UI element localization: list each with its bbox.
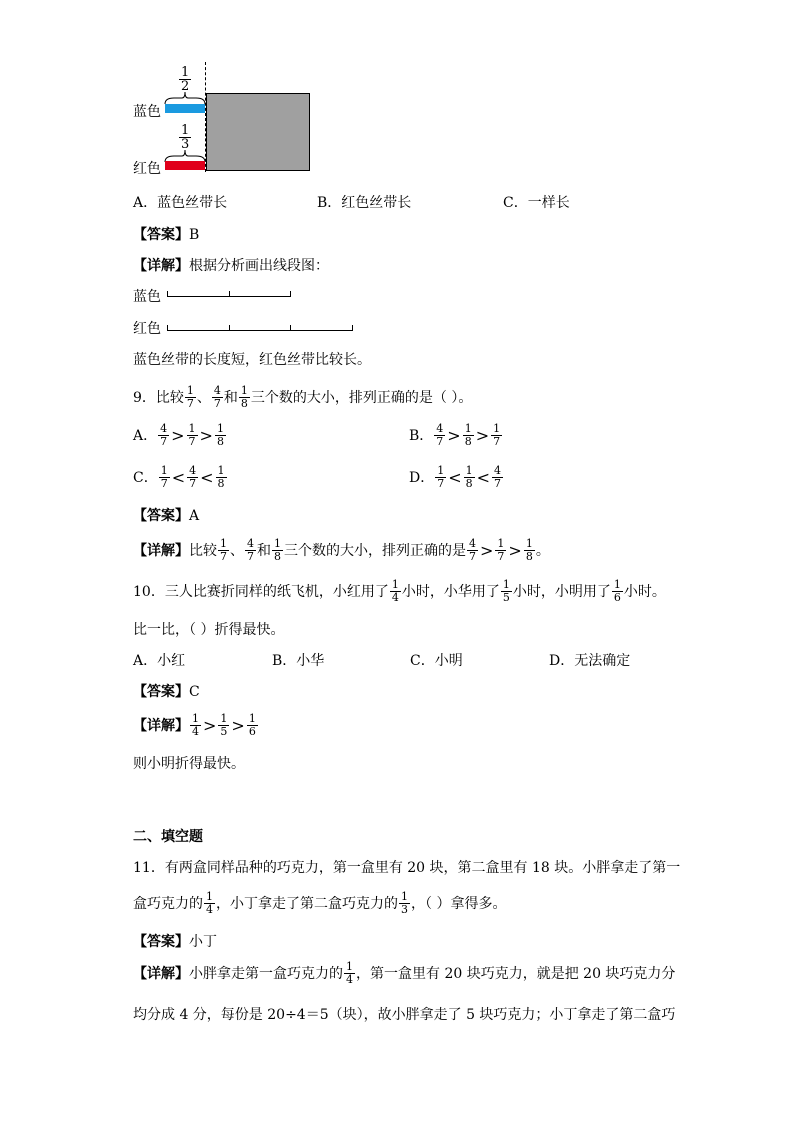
fraction	[212, 385, 223, 410]
q9-suffix: 三个数的大小，排列正确的是（ ）。	[250, 390, 473, 406]
detail-label: 【详解】	[133, 966, 189, 982]
blue-fraction-num: 1	[181, 65, 190, 80]
fraction	[463, 423, 474, 448]
numerator: 4	[436, 421, 444, 435]
fraction	[190, 713, 201, 738]
blue-tick	[229, 291, 230, 297]
q9-prefix: 9．比较	[133, 390, 184, 406]
detail-text: 比较	[189, 543, 217, 559]
fraction	[467, 538, 478, 563]
denominator: 3	[401, 902, 408, 916]
red-tick	[352, 325, 353, 331]
q10-conclusion: 则小明折得最快。	[133, 756, 245, 772]
numerator: 4	[494, 463, 502, 477]
red-fraction-num: 1	[181, 123, 190, 138]
fraction	[612, 579, 623, 604]
numerator: 1	[437, 463, 445, 477]
denominator: 7	[213, 396, 221, 410]
q10-text: 小时。	[623, 584, 666, 600]
q11-text: ，小丁拿走了第二盒巧克力的	[216, 896, 398, 912]
detail-text: 。	[535, 543, 550, 559]
fraction	[216, 465, 227, 490]
fraction	[272, 538, 283, 563]
numerator: 1	[216, 421, 224, 435]
compare-symbol: >	[203, 715, 217, 735]
red-fraction	[179, 124, 191, 151]
option-label: B．	[409, 428, 434, 444]
detail-label: 【详解】	[133, 543, 189, 559]
numerator: 1	[401, 889, 408, 903]
answer-label: 【答案】	[133, 508, 189, 524]
denominator: 8	[464, 434, 472, 448]
q11-detail-line2: 均分成 4 分，每份是 20÷4＝5（块），故小胖拿走了 5 块巧克力；小丁拿走了第二盒巧	[133, 1007, 676, 1023]
fraction	[218, 713, 229, 738]
numerator: 1	[217, 463, 225, 477]
denominator: 6	[248, 724, 256, 738]
numerator: 1	[613, 577, 621, 591]
q10-text: 小时，小华用了	[401, 584, 500, 600]
compare-symbol: >	[447, 425, 461, 445]
numerator: 1	[188, 421, 196, 435]
denominator: 4	[346, 972, 353, 986]
denominator: 7	[494, 476, 502, 490]
denominator: 8	[465, 476, 473, 490]
denominator: 7	[188, 434, 196, 448]
detail-label: 【详解】	[133, 718, 189, 734]
denominator: 7	[247, 549, 254, 563]
q9-option-c	[133, 462, 228, 492]
q8-conclusion: 蓝色丝带的长度短，红色丝带比较长。	[133, 352, 371, 368]
fraction	[399, 891, 410, 916]
compare-symbol: >	[199, 425, 213, 445]
q9-stem	[133, 382, 472, 412]
fraction	[187, 465, 198, 490]
answer-label: 【答案】	[133, 934, 189, 950]
compare-symbol: <	[476, 467, 491, 487]
compare-symbol: <	[171, 467, 186, 487]
fraction	[245, 538, 256, 563]
q9-sep2: 和	[223, 390, 238, 406]
q10-detail	[133, 710, 259, 740]
detail-sep: 和	[257, 543, 271, 559]
detail-text: ，第一盒里有 20 块巧克力，就是把 20 块巧克力分	[356, 966, 676, 982]
q11-text: ，（ ）拿得多。	[411, 896, 507, 912]
denominator: 5	[220, 724, 228, 738]
numerator: 1	[186, 383, 194, 397]
numerator: 1	[206, 889, 213, 903]
blue-tick	[290, 291, 291, 297]
q9-option-a	[133, 420, 227, 450]
q10-stem-line2: 比一比，（ ）折得最快。	[133, 622, 285, 638]
q11-detail-line1	[133, 958, 675, 988]
numerator: 1	[192, 711, 199, 725]
fraction	[435, 465, 446, 490]
numerator: 1	[248, 711, 256, 725]
compare-symbol: >	[171, 425, 185, 445]
option-label: A．	[133, 428, 158, 444]
denominator: 4	[192, 724, 199, 738]
numerator: 1	[220, 711, 228, 725]
q9-option-d	[409, 462, 504, 492]
option-label: D．	[409, 470, 435, 486]
red-segment-line	[167, 330, 353, 331]
denominator: 8	[525, 549, 533, 563]
fraction	[187, 423, 198, 448]
numerator: 1	[346, 959, 353, 973]
denominator: 8	[216, 434, 224, 448]
compare-symbol: >	[508, 540, 522, 560]
detail-text: 小胖拿走第一盒巧克力的	[189, 966, 343, 982]
blue-tick	[167, 291, 168, 297]
q11-text: 盒巧克力的	[133, 896, 203, 912]
detail-sep: 、	[230, 543, 244, 559]
fraction	[464, 465, 475, 490]
seg-red-label: 红色	[133, 321, 161, 337]
denominator: 7	[437, 476, 445, 490]
denominator: 7	[436, 434, 444, 448]
answer-value: B	[189, 227, 200, 243]
numerator: 1	[525, 536, 533, 550]
denominator: 7	[186, 396, 194, 410]
answer-label: 【答案】	[133, 684, 189, 700]
q8-option-a: A．蓝色丝带长	[133, 195, 228, 211]
q8-detail	[133, 255, 329, 275]
numerator: 1	[391, 577, 399, 591]
fraction	[491, 423, 502, 448]
q10-option-d: D．无法确定	[549, 653, 631, 669]
compare-symbol: >	[475, 425, 490, 445]
compare-symbol: <	[200, 467, 214, 487]
q8-option-c: C．一样长	[503, 195, 570, 211]
fraction	[239, 385, 250, 410]
numerator: 1	[240, 383, 248, 397]
denominator: 8	[274, 549, 281, 563]
q9-sep1: 、	[196, 390, 211, 406]
denominator: 7	[189, 476, 197, 490]
denominator: 7	[160, 434, 168, 448]
numerator: 4	[160, 421, 168, 435]
detail-text: 三个数的大小，排列正确的是	[284, 543, 466, 559]
denominator: 8	[217, 476, 225, 490]
red-label: 红色	[133, 161, 161, 177]
section-title: 二、填空题	[133, 829, 203, 845]
numerator: 4	[469, 536, 476, 550]
option-label: C．	[133, 470, 158, 486]
q9-detail	[133, 535, 550, 565]
denominator: 7	[220, 549, 227, 563]
numerator: 4	[213, 383, 221, 397]
denominator: 7	[160, 476, 168, 490]
numerator: 1	[465, 463, 473, 477]
red-tick	[229, 325, 230, 331]
blue-label: 蓝色	[133, 104, 161, 120]
q8-options	[133, 192, 227, 212]
fraction	[390, 579, 401, 604]
blue-fraction	[179, 66, 191, 93]
answer-value: A	[189, 508, 200, 524]
denominator: 5	[502, 590, 510, 604]
fraction	[492, 465, 503, 490]
fraction	[524, 538, 535, 563]
numerator: 4	[247, 536, 254, 550]
q10-answer	[133, 681, 200, 701]
q9-answer	[133, 505, 199, 525]
fraction	[185, 385, 196, 410]
numerator: 1	[464, 421, 472, 435]
fraction	[215, 423, 226, 448]
q11-stem-line1: 11．有两盒同样品种的巧克力，第一盒里有 20 块，第二盒里有 18 块。小胖拿走了第一	[133, 860, 681, 876]
q10-option-b: B．小华	[272, 653, 325, 669]
denominator: 7	[493, 434, 501, 448]
q10-option-c: C．小明	[410, 653, 463, 669]
red-fraction-den: 3	[181, 137, 190, 152]
detail-text: 根据分析画出线段图：	[189, 258, 329, 274]
numerator: 1	[497, 536, 505, 550]
q10-stem	[133, 576, 666, 606]
numerator: 1	[493, 421, 501, 435]
q8-answer	[133, 224, 199, 244]
red-tick	[290, 325, 291, 331]
fraction	[204, 891, 215, 916]
numerator: 4	[189, 463, 197, 477]
compare-symbol: <	[448, 467, 462, 487]
answer-value: C	[189, 684, 200, 700]
fraction	[158, 423, 169, 448]
gray-square	[206, 93, 310, 171]
fraction	[501, 579, 512, 604]
fraction	[218, 538, 229, 563]
denominator: 6	[613, 590, 621, 604]
fraction	[495, 538, 506, 563]
compare-symbol: >	[480, 540, 494, 560]
fraction	[247, 713, 258, 738]
fraction	[344, 961, 355, 986]
fraction	[434, 423, 445, 448]
answer-value: 小丁	[189, 934, 217, 950]
detail-label: 【详解】	[133, 258, 189, 274]
q10-option-a: A．小红	[133, 653, 186, 669]
numerator: 1	[220, 536, 227, 550]
numerator: 1	[502, 577, 510, 591]
blue-fraction-den: 2	[181, 79, 190, 94]
numerator: 1	[274, 536, 281, 550]
blue-ribbon	[165, 104, 205, 113]
denominator: 4	[391, 590, 399, 604]
denominator: 8	[240, 396, 248, 410]
denominator: 7	[497, 549, 505, 563]
red-ribbon	[165, 161, 205, 170]
seg-blue-label: 蓝色	[133, 289, 161, 305]
q9-option-b	[409, 420, 503, 450]
numerator: 1	[160, 463, 168, 477]
q11-stem-line2	[133, 888, 506, 918]
q11-answer	[133, 931, 217, 951]
q8-option-b: B．红色丝带长	[317, 195, 412, 211]
answer-label: 【答案】	[133, 227, 189, 243]
compare-symbol: >	[231, 715, 245, 735]
denominator: 4	[206, 902, 213, 916]
q10-text: 小时，小明用了	[512, 584, 611, 600]
fraction	[159, 465, 170, 490]
red-tick	[167, 325, 168, 331]
denominator: 7	[469, 549, 476, 563]
q10-text: 10．三人比赛折同样的纸飞机，小红用了	[133, 584, 389, 600]
